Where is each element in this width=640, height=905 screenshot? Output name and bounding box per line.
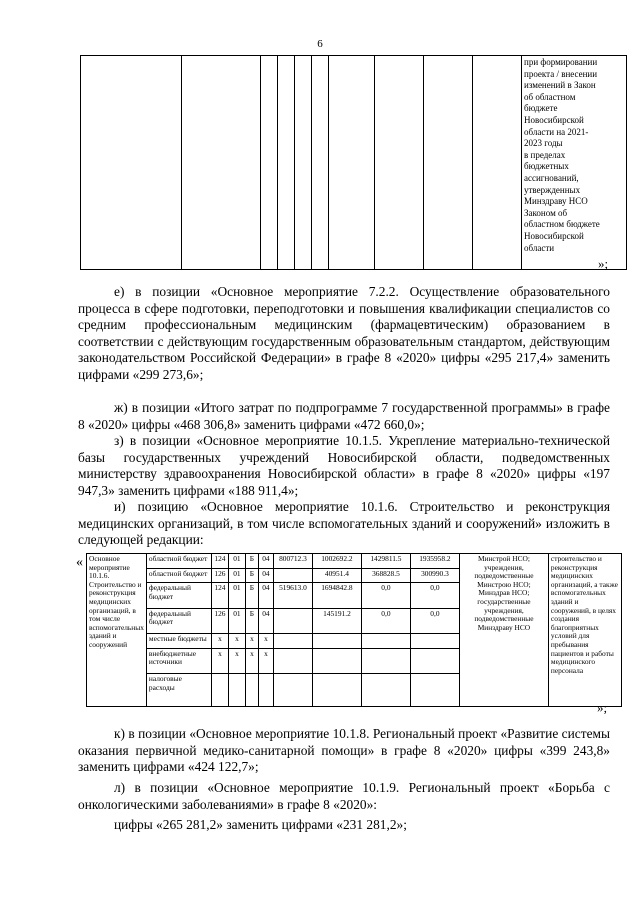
paragraph-l-cont: цифры «265 281,2» заменить цифрами «231 281,2»;: [114, 817, 407, 832]
page-number: 6: [317, 38, 323, 50]
paragraph-e: е) в позиции «Основное мероприятие 7.2.2. Осуществление образовательного процесса в сфере подготовки, переподготовки и повышения квалификации специалистов со средним профессиональным медицинским (фармацевтическим) образованием в соответствии с действующим государственным образовательным стандартом, действующим законодательством Российской Федерации» в графе 8 «2020» цифры «295 217,4» заменить цифрами «299 273,6»;: [78, 284, 610, 382]
paragraph-l: л) в позиции «Основное мероприятие 10.1.9. Региональный проект «Борьба с онкологическими заболеваниями» в графе 8 «2020»:: [78, 780, 610, 812]
table2-closing-quote: »;: [597, 700, 608, 715]
continued-table-fragment: [80, 55, 627, 270]
paragraph-zh: ж) в позиции «Итого затрат по подпрограмме 7 государственной программы» в графе 8 «2020» цифры «468 306,8» заменить цифрами «472 660,0»;: [78, 400, 610, 432]
executor-cell: Минстрой НСО; учреждения, подведомственные Минстрою НСО; Минздрав НСО; государственные учреждения, подведомственные Минздраву НСО: [459, 554, 548, 707]
measure-10-1-6-table: Основное мероприятие 10.1.6. Строительство и реконструкция медицинских организаций, в том числе вспомогательных зданий и сооружений областной бюджет 124 01 Б 04 800712.3 1002692.2 1429811.5 1935958.2 Минстрой НСО; учреждения, подведомственные Минстрою НСО; Минздрав НСО; государственные учреждения, подведомственные Минздраву НСО строительство и реконструкция медицинских организаций, а также вспомогательных зданий и сооружений, в целях создания благоприятных условий для пребывания пациентов и работы медицинского персонала областной бюджет 126 01 Б 04 40951.4 368828.5 300990.3 федеральный бюджет 124 01 Б 04 519613.0 1694842.8 0,0 0,0 федеральный бюджет 126 01 Б 04 145191.2 0,0 0,0 местные бюджеты x x x x внебюджетные источники x x x x налоговые расходы: [86, 553, 622, 707]
paragraph-k: к) в позиции «Основное мероприятие 10.1.8. Региональный проект «Развитие системы оказания первичной медико-санитарной помощи» в графе 8 «2020» цифры «399 243,8» заменить цифрами «424 122,7»;: [78, 726, 610, 775]
result-cell: строительство и реконструкция медицинских организаций, а также вспомогательных зданий и сооружений, в целях создания благоприятных условий для пребывания пациентов и работы медицинского персонала: [548, 554, 621, 707]
paragraph-z: з) в позиции «Основное мероприятие 10.1.5. Укрепление материально-технической базы государственных учреждений Новосибирской области, подведомственных министерству здравоохранения Новосибирской области» в графе 8 «2020» цифры «197 947,3» заменить цифрами «188 911,4»;: [78, 433, 610, 498]
paragraph-i: и) позицию «Основное мероприятие 10.1.6. Строительство и реконструкция медицинских организаций, в том числе вспомогательных зданий и сооружений» изложить в следующей редакции:: [78, 499, 610, 548]
note-cell: при формировании проекта / внесении изменений в Закон об областном бюджете Новосибирской области на 2021- 2023 годы в пределах бюджетных ассигнований, утвержденных Минздраву НСО Законом об областном бюджете Новосибирской области: [522, 56, 627, 270]
table-closing-quote: »;: [598, 256, 609, 271]
measure-cell: Основное мероприятие 10.1.6. Строительство и реконструкция медицинских организаций, в том числе вспомогательных зданий и сооружений: [87, 554, 147, 707]
table-open-quote: «: [76, 555, 83, 570]
